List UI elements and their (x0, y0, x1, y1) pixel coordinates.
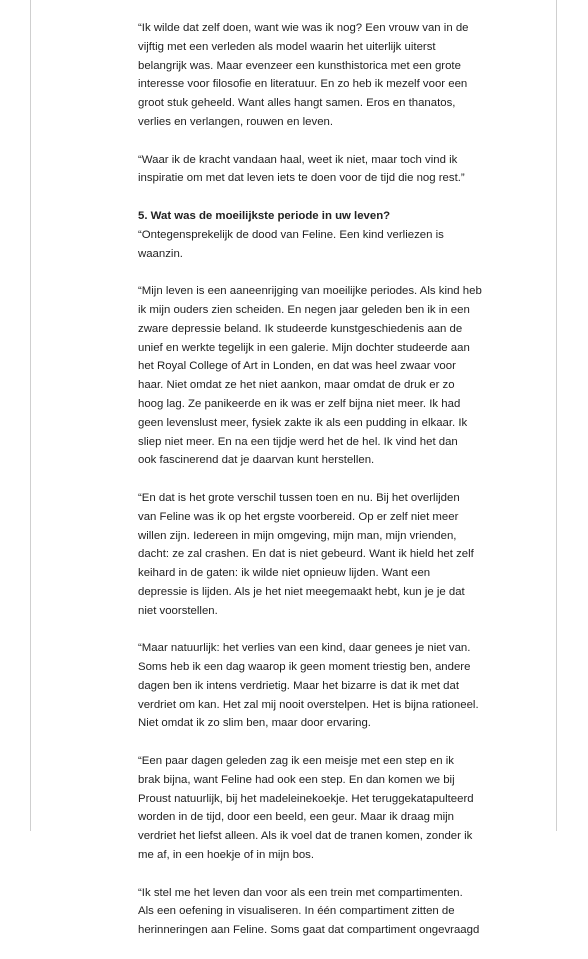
text-line: Soms heb ik een dag waarop ik geen moment triestig ben, andere (138, 661, 471, 674)
text-line: “Waar ik de kracht vandaan haal, weet ik niet, maar toch vind ik (138, 153, 458, 166)
text-line: het Royal College of Art in Londen, en dat was heel zwaar voor (138, 360, 456, 373)
paragraph (138, 489, 474, 621)
paragraph (138, 19, 469, 132)
paragraph (138, 151, 465, 189)
text-line: Proust natuurlijk, bij het madeleinekoekje. Het teruggekatapulteerd (138, 792, 474, 805)
text-line: zware depressie beland. Ik studeerde kunstgeschiedenis aan de (138, 322, 463, 335)
text-line: Niet omdat ik zo slim ben, maar door ervaring. (138, 717, 371, 730)
text-line: Als een oefening in visualiseren. In één compartiment zitten de (138, 905, 455, 918)
text-line: “En dat is het grote verschil tussen toen en nu. Bij het overlijden (138, 491, 460, 504)
page-border-left (30, 0, 31, 831)
paragraph (138, 282, 482, 470)
text-line: dagen ben ik intens verdrietig. Maar het bizarre is dat ik met dat (138, 679, 460, 692)
text-line: willen zijn. Iedereen in mijn omgeving, mijn man, mijn vrienden, (138, 529, 457, 542)
text-line: depressie is lijden. Als je het niet meegemaakt hebt, kun je je dat (138, 585, 465, 598)
text-line: haar. Niet omdat ze het niet aankon, maar omdat de druk er zo (138, 379, 455, 392)
paragraph (138, 884, 480, 940)
paragraph (138, 752, 474, 865)
text-line: keihard in de gaten: ik wilde niet opnieuw lijden. Want een (138, 567, 431, 580)
text-line: verlies en verlangen, rouwen en leven. (138, 115, 334, 128)
paragraph (138, 226, 460, 264)
text-line: me af, in een hoekje of in mijn bos. (138, 849, 315, 862)
text-line: “Ontegensprekelijk de dood van Feline. Een kind verliezen is (138, 228, 444, 241)
text-line: “Een paar dagen geleden zag ik een meisje met een step en ik (138, 755, 454, 768)
text-line: belangrijk was. Maar evenzeer een kunsthistorica met een grote (138, 59, 461, 72)
text-line: sliep niet meer. En na een tijdje werd het de hel. Ik vind het dan (138, 435, 458, 448)
text-line: dacht: ze zal crashen. En dat is niet gebeurd. Want ik hield het zelf (138, 548, 474, 561)
text-line: geen levenslust meer, fysiek zakte ik als een pudding in elkaar. Ik (138, 416, 468, 429)
text-line: vijftig met een verleden als model waarin het uiterlijk uiterst (138, 40, 436, 53)
text-line: hoog lag. Ze panikeerde en ik was er zelf bijna niet meer. Ik had (138, 397, 461, 410)
text-line: “Ik wilde dat zelf doen, want wie was ik nog? Een vrouw van in de (138, 22, 469, 34)
text-line: unief en werkte tegelijk in een galerie. Mijn dochter studeerde aan (138, 341, 470, 354)
article-body (138, 19, 482, 959)
text-line: interesse voor filosofie en literatuur. En zo heb ik mezelf voor een (138, 78, 468, 91)
text-line: waanzin. (138, 247, 183, 260)
text-line: groot stuk geheeld. Want alles hangt samen. Eros en thanatos, (138, 97, 456, 110)
text-line: worden in de tijd, door een beeld, een geur. Maar ik draag mijn (138, 811, 454, 824)
text-line: “Maar natuurlijk: het verlies van een kind, daar genees je niet van. (138, 642, 471, 655)
text-line: inspiratie om met dat leven iets te doen voor de tijd die nog rest.” (138, 172, 465, 185)
text-line: ik mijn ouders zien scheiden. En negen jaar geleden ben ik in een (138, 303, 470, 316)
text-line: herinneringen aan Feline. Soms gaat dat compartiment ongevraagd (138, 924, 480, 937)
text-line: brak bijna, want Feline had ook een step. En dan komen we bij (138, 773, 455, 786)
text-line: “Ik stel me het leven dan voor als een trein met compartimenten. (138, 886, 463, 899)
text-line: “Mijn leven is een aaneenrijging van moeilijke periodes. Als kind heb (138, 285, 482, 298)
page-border-right (556, 0, 557, 831)
paragraph (138, 639, 479, 733)
text-line: niet voorstellen. (138, 604, 218, 617)
text-line: van Feline was ik op het ergste voorbereid. Op er zelf niet meer (138, 510, 459, 523)
section-heading (138, 207, 460, 226)
text-line: verdriet het liefst alleen. Als ik voel dat de tranen komen, zonder ik (138, 830, 473, 843)
text-line: 5. Wat was de moeilijkste periode in uw leven? (138, 209, 391, 222)
text-line: verdriet om kan. Het zal mij nooit overstelpen. Het is bijna rationeel. (138, 698, 479, 711)
text-line: ook fascinerend dat je daarvan kunt herstellen. (138, 454, 375, 467)
